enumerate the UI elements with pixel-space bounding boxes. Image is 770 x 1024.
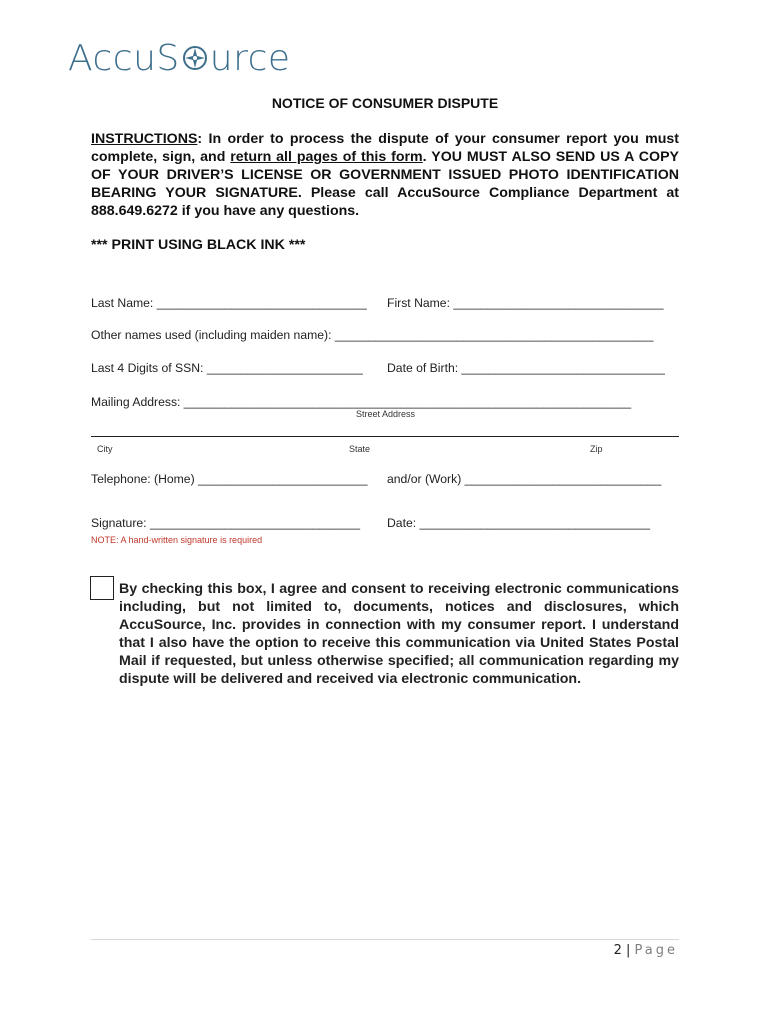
page-word: Page xyxy=(634,943,678,958)
ssn-field[interactable]: Last 4 Digits of SSN: _______________________ xyxy=(91,361,363,375)
logo-wordmark: AccuS urce xyxy=(68,37,291,79)
instructions-text-1: : In order to process the dispute of your consumer report you must complete, sign, and xyxy=(91,131,679,165)
signature-note: NOTE: A hand-written signature is required xyxy=(91,535,263,545)
instructions-text-2: . YOU MUST ALSO SEND US A COPY OF YOUR DRIVER’S LICENSE OR GOVERNMENT ISSUED PHOTO IDENTIFICATION BEARING YOUR SIGNATURE. Please call AccuSource Compliance Department at 888.649.6272 if you have any questions. xyxy=(91,149,679,219)
telephone-home-field[interactable]: Telephone: (Home) _________________________ xyxy=(91,472,368,486)
page-number xyxy=(614,943,678,958)
page-separator: | xyxy=(625,943,631,958)
footer-divider xyxy=(91,939,679,940)
date-field[interactable]: Date: __________________________________ xyxy=(387,516,650,530)
accusource-logo xyxy=(68,38,291,78)
instructions-label: INSTRUCTIONS xyxy=(91,131,198,147)
zip-label: Zip xyxy=(590,444,603,454)
date-of-birth-field[interactable]: Date of Birth: ______________________________ xyxy=(387,361,665,375)
first-name-field[interactable]: First Name: _______________________________ xyxy=(387,296,664,310)
city-state-zip-line[interactable] xyxy=(91,436,679,437)
instructions-paragraph xyxy=(91,130,679,220)
city-label: City xyxy=(97,444,113,454)
document-title: NOTICE OF CONSUMER DISPUTE xyxy=(271,95,499,111)
signature-field[interactable]: Signature: _______________________________ xyxy=(91,516,361,530)
other-names-field[interactable]: Other names used (including maiden name): _______________________________________________ xyxy=(91,328,654,342)
compass-icon xyxy=(181,44,209,72)
telephone-work-field[interactable]: and/or (Work) _____________________________ xyxy=(387,472,662,486)
state-label: State xyxy=(349,444,371,454)
street-address-label: Street Address xyxy=(356,409,416,419)
black-ink-note: *** PRINT USING BLACK INK *** xyxy=(91,237,306,253)
page-number-value: 2 xyxy=(613,943,622,958)
consent-text: By checking this box, I agree and consent to receiving electronic communications including, but not limited to, documents, notices and disclosures, which AccuSource, Inc. provides in connection with my consumer report. I understand that I also have the option to receive this communication via United States Postal Mail if requested, but unless otherwise specified; all communication regarding my dispute will be delivered and received via electronic communication. xyxy=(119,581,679,687)
last-name-field[interactable]: Last Name: _______________________________ xyxy=(91,296,367,310)
instructions-underlined: return all pages of this form xyxy=(230,149,423,165)
mailing-address-field[interactable]: Mailing Address: __________________________________________________________________ xyxy=(91,395,632,409)
consent-checkbox[interactable] xyxy=(90,576,114,600)
